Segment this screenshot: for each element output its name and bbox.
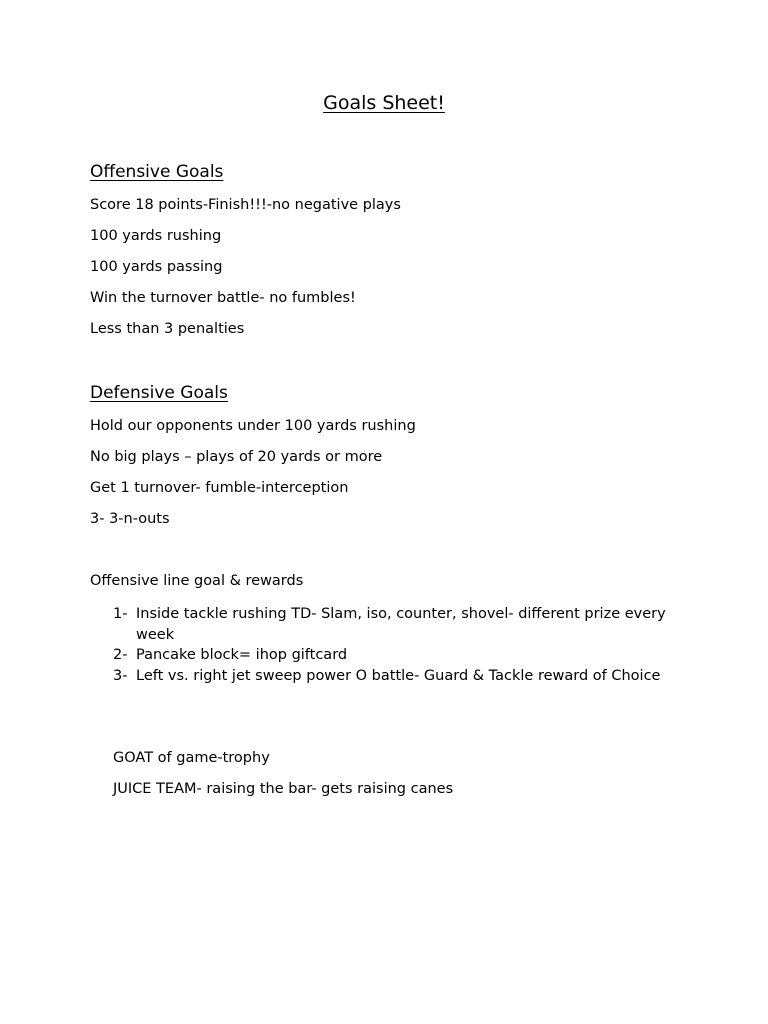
defensive-goal-item: 3- 3-n-outs xyxy=(90,511,170,527)
offensive-goal-item: Score 18 points-Finish!!!-no negative plays xyxy=(90,197,401,213)
defensive-goal-item: Get 1 turnover- fumble-interception xyxy=(90,480,349,496)
oline-heading: Offensive line goal & rewards xyxy=(90,573,304,589)
list-item xyxy=(113,666,673,687)
list-number: 3- xyxy=(113,667,128,684)
offensive-goal-item: 100 yards passing xyxy=(90,259,223,275)
goat-trophy-line: GOAT of game-trophy xyxy=(113,750,270,766)
offensive-goal-item: Less than 3 penalties xyxy=(90,321,245,337)
list-number: 1- xyxy=(113,606,128,622)
list-item xyxy=(113,604,673,645)
defensive-goal-item: No big plays – plays of 20 yards or more xyxy=(90,449,383,465)
page-title: Goals Sheet! xyxy=(323,92,445,114)
offensive-goal-item: Win the turnover battle- no fumbles! xyxy=(90,290,356,306)
juice-team-line: JUICE TEAM- raising the bar- gets raising canes xyxy=(113,781,454,797)
list-text: Inside tackle rushing TD- Slam, iso, counter, shovel- different prize every week xyxy=(136,606,666,643)
list-item xyxy=(113,645,673,666)
offensive-goals-heading: Offensive Goals xyxy=(90,162,224,182)
offensive-goal-item: 100 yards rushing xyxy=(90,228,222,244)
defensive-goal-item: Hold our opponents under 100 yards rushing xyxy=(90,418,416,434)
list-text: Left vs. right jet sweep power O battle- Guard & Tackle reward of Choice xyxy=(136,667,661,684)
oline-rewards-list xyxy=(113,604,673,686)
list-number: 2- xyxy=(113,647,128,663)
defensive-goals-heading: Defensive Goals xyxy=(90,383,228,403)
list-text: Pancake block= ihop giftcard xyxy=(136,647,348,663)
